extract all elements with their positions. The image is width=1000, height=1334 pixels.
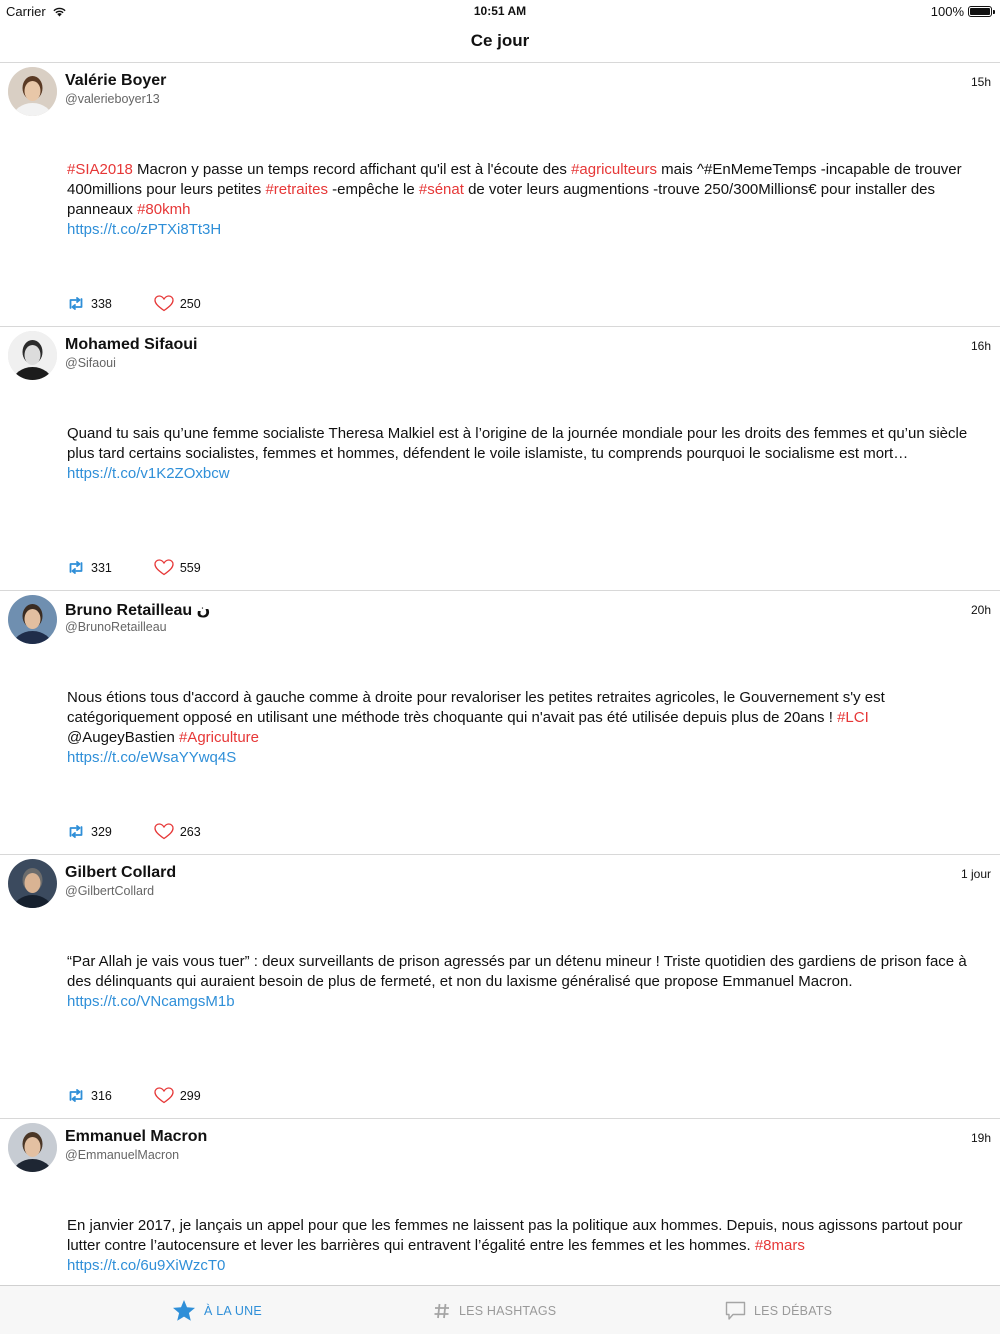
url-link[interactable]: https://t.co/zPTXi8Tt3H <box>67 221 222 238</box>
retweet-button[interactable] <box>67 1089 112 1103</box>
hashtag-link[interactable]: #agriculteurs <box>571 161 657 178</box>
tweet-text <box>67 688 977 768</box>
author-name[interactable]: Bruno Retailleau ن <box>65 602 211 619</box>
avatar[interactable] <box>8 859 57 908</box>
tweet-time: 1 jour <box>960 867 991 881</box>
heart-icon <box>154 1087 174 1104</box>
like-count: 263 <box>179 824 201 839</box>
hashtag-link[interactable]: #retraites <box>265 181 328 198</box>
tweet-card[interactable] <box>0 327 1000 591</box>
hashtag-link[interactable]: #8mars <box>754 1237 805 1254</box>
tweet-time: 15h <box>970 75 991 89</box>
author-handle[interactable]: @GilbertCollard <box>65 884 155 898</box>
hashtag-link[interactable]: #Agriculture <box>178 729 260 746</box>
author-name[interactable]: Gilbert Collard <box>65 864 177 881</box>
text-segment: @AugeyBastien <box>67 729 179 746</box>
hashtag-link[interactable]: #SIA2018 <box>67 161 133 178</box>
heart-icon <box>154 823 174 840</box>
navigation-bar <box>0 22 1000 63</box>
text-segment: mais ^#EnMemeTemps -incapable de trouver 400millions pour leurs petites <box>67 161 962 198</box>
tab-label: LES HASHTAGS <box>459 1303 557 1318</box>
retweet-count: 316 <box>91 1088 112 1103</box>
author-name[interactable]: Valérie Boyer <box>65 72 167 89</box>
like-count: 559 <box>179 560 201 575</box>
hashtag-link[interactable]: #LCI <box>837 709 869 726</box>
author-handle[interactable]: @EmmanuelMacron <box>65 1148 180 1162</box>
tweet-time: 19h <box>970 1131 991 1145</box>
tweet-stats <box>67 295 243 312</box>
retweet-button[interactable] <box>67 297 112 311</box>
url-link[interactable]: https://t.co/VNcamgsM1b <box>67 993 235 1010</box>
tweet-text <box>67 160 977 240</box>
battery-icon <box>968 6 992 17</box>
carrier-label: Carrier <box>6 4 46 19</box>
author-name[interactable]: Mohamed Sifaoui <box>65 336 198 353</box>
tweet-stats <box>67 823 243 840</box>
text-segment: “Par Allah je vais vous tuer” : deux surveillants de prison agressés par un détenu mineur ! Triste quotidien des gardiens de prison face à des délinquants qui auraient besoin de plus de fermeté, et non du laxisme généralisé que propose Emmanuel Macron. <box>67 953 967 990</box>
tweet-card[interactable] <box>0 855 1000 1119</box>
tweet-text <box>67 952 977 1012</box>
url-link[interactable]: https://t.co/v1K2ZOxbcw <box>67 465 230 482</box>
status-time: 10:51 AM <box>473 4 527 18</box>
hashtag-link[interactable]: #80kmh <box>137 201 191 218</box>
avatar[interactable] <box>8 595 57 644</box>
like-button[interactable] <box>154 295 201 312</box>
speech-bubble-icon <box>725 1301 746 1321</box>
tweet-stats <box>67 1087 243 1104</box>
tweet-time: 16h <box>970 339 991 353</box>
avatar[interactable] <box>8 1123 57 1172</box>
tweet-text <box>67 1216 977 1276</box>
avatar[interactable] <box>8 67 57 116</box>
battery-percent: 100% <box>930 4 964 19</box>
tab-label: LES DÉBATS <box>754 1303 833 1318</box>
hashtag-icon <box>433 1302 451 1320</box>
author-handle[interactable]: @valerieboyer13 <box>65 92 160 106</box>
heart-icon <box>154 559 174 576</box>
tweet-card[interactable] <box>0 1119 1000 1285</box>
retweet-count: 331 <box>91 560 112 575</box>
text-segment: -empêche le <box>327 181 419 198</box>
url-link[interactable]: https://t.co/6u9XiWzcT0 <box>67 1257 226 1274</box>
tweet-feed[interactable] <box>0 63 1000 1285</box>
retweet-icon <box>67 297 85 310</box>
like-button[interactable] <box>154 823 201 840</box>
url-link[interactable]: https://t.co/eWsaYYwq4S <box>67 749 237 766</box>
tweet-stats <box>67 559 243 576</box>
heart-icon <box>154 295 174 312</box>
author-handle[interactable]: @BrunoRetailleau <box>65 620 167 634</box>
like-count: 299 <box>179 1088 201 1103</box>
status-bar <box>0 0 1000 22</box>
text-segment: Nous étions tous d'accord à gauche comme à droite pour revaloriser les petites retraites agricoles, le Gouvernement s'y est catégoriquement opposé en utilisant une méthode très choquante qui n'avait pas été utilisée depuis plus de 20ans ! <box>67 689 885 726</box>
like-button[interactable] <box>154 559 201 576</box>
tweet-card[interactable] <box>0 591 1000 855</box>
retweet-button[interactable] <box>67 825 112 839</box>
retweet-count: 329 <box>91 824 112 839</box>
battery-indicator <box>931 4 992 19</box>
tab-bar <box>0 1285 1000 1334</box>
tab-a-la-une[interactable] <box>172 1286 262 1334</box>
star-icon <box>172 1299 196 1322</box>
tweet-card[interactable] <box>0 63 1000 327</box>
like-count: 250 <box>179 296 201 311</box>
tweet-time: 20h <box>970 603 991 617</box>
page-title: Ce jour <box>470 31 530 50</box>
tweet-text <box>67 424 977 484</box>
author-name[interactable]: Emmanuel Macron <box>65 1128 208 1145</box>
retweet-icon <box>67 825 85 838</box>
retweet-icon <box>67 561 85 574</box>
text-segment: En janvier 2017, je lançais un appel pour que les femmes ne laissent pas la politique aux hommes. Depuis, nous agissons partout pour lutter contre l’autocensure et lever les barrières qui entravent l’égalité entre les femmes et les hommes. <box>67 1217 963 1254</box>
author-handle[interactable]: @Sifaoui <box>65 356 116 370</box>
retweet-icon <box>67 1089 85 1102</box>
retweet-button[interactable] <box>67 561 112 575</box>
text-segment: Macron y passe un temps record affichant qu'il est à l'écoute des <box>132 161 572 178</box>
text-segment: de voter leurs augmentions -trouve 250/300Millions€ pour installer des panneaux <box>67 181 935 218</box>
hashtag-link[interactable]: #sénat <box>418 181 464 198</box>
text-segment: Quand tu sais qu’une femme socialiste Theresa Malkiel est à l’origine de la journée mondiale pour les droits des femmes et qu’un siècle plus tard certains socialistes, femmes et hommes, défendent le voile islamiste, tu comprends pourquoi le socialisme est mort… <box>67 425 968 462</box>
tab-label: À LA UNE <box>204 1303 262 1318</box>
tab-les-debats[interactable] <box>725 1286 832 1334</box>
tab-les-hashtags[interactable] <box>433 1286 556 1334</box>
retweet-count: 338 <box>91 296 112 311</box>
like-button[interactable] <box>154 1087 201 1104</box>
avatar[interactable] <box>8 331 57 380</box>
